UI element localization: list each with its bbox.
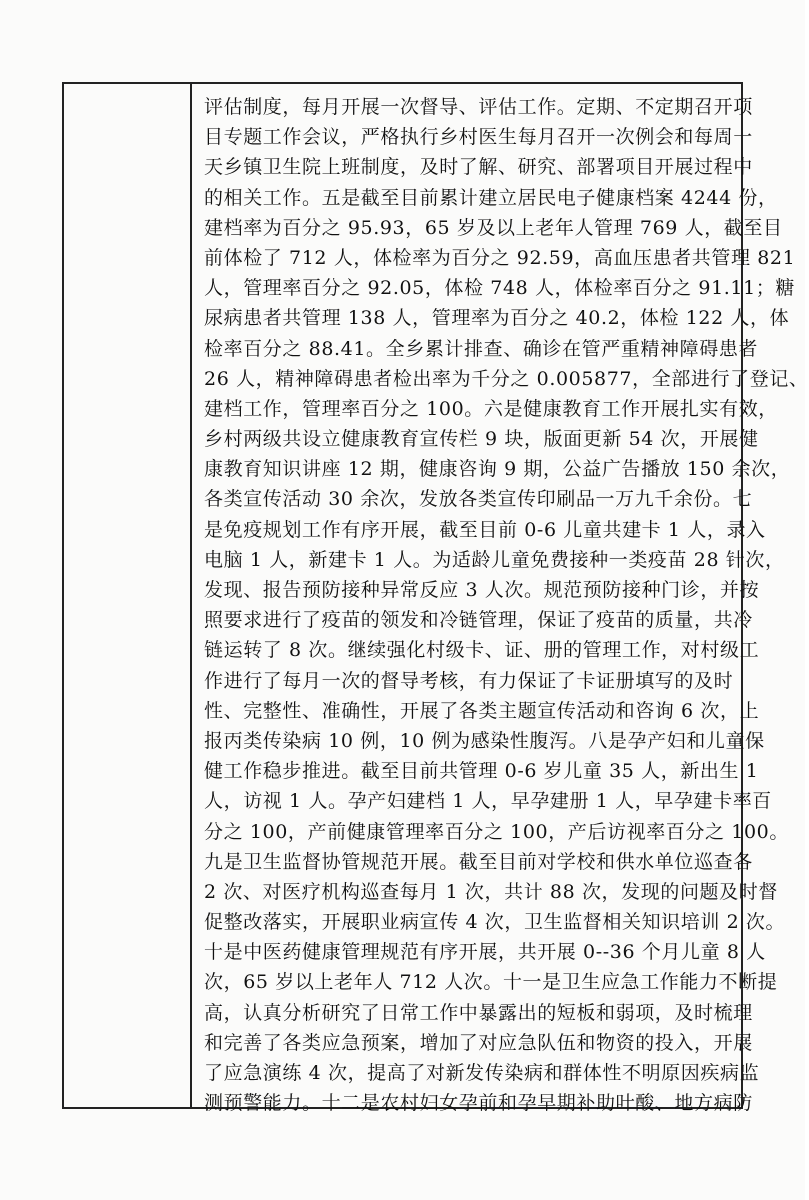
text-line: 康教育知识讲座 12 期，健康咨询 9 期，公益广告播放 150 余次， [204,458,791,481]
text-line: 促整改落实，开展职业病宣传 4 次，卫生监督相关知识培训 2 次。 [204,911,786,934]
text-line: 各类宣传活动 30 余次，发放各类宣传印刷品一万九千余份。七 [204,488,753,511]
text-line: 高，认真分析研究了日常工作中暴露出的短板和弱项，及时梳理 [204,1001,753,1024]
text-line: 照要求进行了疫苗的领发和冷链管理，保证了疫苗的质量，共冷 [204,609,753,632]
text-line: 乡村两级共设立健康教育宣传栏 9 块，版面更新 54 次，开展健 [204,428,759,451]
text-line: 天乡镇卫生院上班制度，及时了解、研究、部署项目开展过程中 [204,156,753,179]
table-content-cell [194,84,809,1115]
text-line: 目专题工作会议，严格执行乡村医生每月召开一次例会和每周一 [204,126,753,149]
text-line: 建档率为百分之 95.93，65 岁及以上老年人管理 769 人，截至目 [204,216,783,239]
text-line: 人，访视 1 人。孕产妇建档 1 人，早孕建册 1 人，早孕建卡率百 [204,790,772,813]
text-line: 检率百分之 88.41。全乡累计排查、确诊在管严重精神障碍患者 [204,337,759,360]
text-line: 报丙类传染病 10 例，10 例为感染性腹泻。八是孕产妇和儿童保 [204,729,765,752]
text-line: 建档工作，管理率百分之 100。六是健康教育工作开展扎实有效， [204,397,778,420]
text-line: 是免疫规划工作有序开展，截至目前 0-6 儿童共建卡 1 人，录入 [204,518,766,541]
text-line: 评估制度，每月开展一次督导、评估工作。定期、不定期召开项 [204,96,753,118]
text-line: 性、完整性、准确性，开展了各类主题宣传活动和咨询 6 次，上 [204,699,760,722]
text-line: 分之 100，产前健康管理率百分之 100，产后访视率百分之 100。 [204,820,789,843]
text-line: 前体检了 712 人，体检率为百分之 92.59，高血压患者共管理 821 [204,246,796,269]
text-line: 十是中医药健康管理规范有序开展，共开展 0--36 个月儿童 8 人 [204,941,766,964]
text-line: 健工作稳步推进。截至目前共管理 0-6 岁儿童 35 人，新出生 1 [204,760,759,783]
text-line: 2 次、对医疗机构巡查每月 1 次，共计 88 次，发现的问题及时督 [204,880,778,903]
text-line: 的相关工作。五是截至目前累计建立居民电子健康档案 4244 份， [204,186,778,209]
text-line: 尿病患者共管理 138 人，管理率为百分之 40.2，体检 122 人，体 [204,307,790,330]
table-frame [62,82,809,1115]
text-line: 测预警能力。十二是农村妇女孕前和孕早期补助叶酸、地方病防 [204,1092,753,1115]
text-line: 了应急演练 4 次，提高了对新发传染病和群体性不明原因疾病监 [204,1062,760,1084]
text-line: 九是卫生监督协管规范开展。截至目前对学校和供水单位巡查各 [204,850,753,873]
text-line: 作进行了每月一次的督导考核，有力保证了卡证册填写的及时 [204,669,734,692]
text-line: 次，65 岁以上老年人 712 人次。十一是卫生应急工作能力不断提 [204,971,778,994]
text-line: 电脑 1 人，新建卡 1 人。为适龄儿童免费接种一类疫苗 28 针次， [204,548,785,571]
text-line: 链运转了 8 次。继续强化村级卡、证、册的管理工作，对村级工 [204,639,760,662]
text-line: 发现、报告预防接种异常反应 3 人次。规范预防接种门诊，并按 [204,579,760,601]
text-line: 26 人，精神障碍患者检出率为千分之 0.005877，全部进行了登记、 [204,367,809,390]
text-line: 和完善了各类应急预案，增加了对应急队伍和物资的投入，开展 [204,1031,753,1054]
text-line: 人，管理率百分之 92.05，体检 748 人，体检率百分之 91.11；糖 [204,277,796,300]
table-left-cell [64,84,192,1107]
